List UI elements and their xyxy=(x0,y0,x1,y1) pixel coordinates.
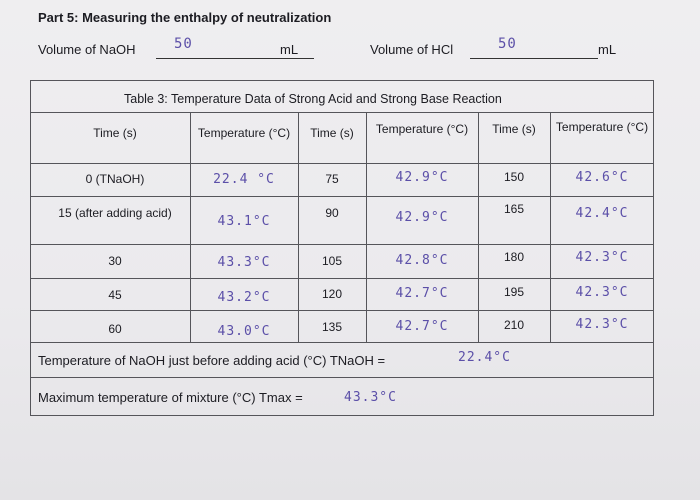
table-divider xyxy=(30,377,654,378)
table-divider xyxy=(30,163,654,164)
table-cell-time: 165 xyxy=(503,202,525,216)
table-cell-time: 75 xyxy=(325,172,339,186)
col-header-time-1: Time (s) xyxy=(93,126,137,140)
naoh-volume-field xyxy=(38,36,299,57)
col-header-temp-2: Temperature (°C) xyxy=(375,122,469,136)
table-divider xyxy=(30,342,654,343)
table-column-line xyxy=(366,112,367,342)
tmax-value: 43.3°C xyxy=(344,390,397,405)
table-cell-time: 135 xyxy=(321,320,343,334)
table-cell-temp: 42.7°C xyxy=(395,286,449,301)
table-cell-time: 180 xyxy=(503,250,525,264)
table-cell-time: 150 xyxy=(503,170,525,184)
table-cell-temp: 22.4 °C xyxy=(213,172,275,187)
table-divider xyxy=(30,196,654,197)
hcl-volume-unit: mL xyxy=(598,42,617,57)
table-cell-temp: 43.1°C xyxy=(217,214,271,229)
table-cell-temp: 42.3°C xyxy=(575,285,629,300)
tmax-label: Maximum temperature of mixture (°C) Tmax = xyxy=(38,390,303,405)
table-divider xyxy=(30,310,654,311)
table-column-line xyxy=(298,112,299,342)
table-cell-temp: 43.3°C xyxy=(217,255,271,270)
table-divider xyxy=(30,278,654,279)
naoh-volume-unit: mL xyxy=(280,42,299,57)
table-column-line xyxy=(550,112,551,342)
tnaoh-label: Temperature of NaOH just before adding acid (°C) TNaOH = xyxy=(38,353,386,368)
table-cell-temp: 42.4°C xyxy=(575,206,629,221)
table-cell-temp: 42.6°C xyxy=(575,170,629,185)
table-cell-time: 105 xyxy=(321,254,343,268)
table-cell-time: 15 (after adding acid) xyxy=(58,206,172,220)
table-cell-temp: 42.9°C xyxy=(395,170,449,185)
table-cell-time: 120 xyxy=(321,287,343,301)
col-header-time-3: Time (s) xyxy=(492,122,536,136)
table-cell-temp: 42.3°C xyxy=(575,317,629,332)
col-header-time-2: Time (s) xyxy=(310,126,354,140)
table-cell-temp: 42.8°C xyxy=(395,253,449,268)
table-cell-time: 60 xyxy=(108,322,122,336)
table-cell-time: 45 xyxy=(108,288,122,302)
table-cell-temp: 42.3°C xyxy=(575,250,629,265)
hcl-volume-value: 50 xyxy=(498,36,517,52)
table-caption: Table 3: Temperature Data of Strong Acid and Strong Base Reaction xyxy=(124,92,502,106)
table-cell-time: 195 xyxy=(503,285,525,299)
hcl-volume-label: Volume of HCl xyxy=(370,42,454,57)
table-cell-time: 0 (TNaOH) xyxy=(85,172,145,186)
tnaoh-value: 22.4°C xyxy=(458,350,511,365)
naoh-volume-line xyxy=(156,58,314,59)
page-title: Part 5: Measuring the enthalpy of neutralization xyxy=(38,10,332,25)
table-cell-temp: 42.7°C xyxy=(395,319,449,334)
table-cell-temp: 43.2°C xyxy=(217,290,271,305)
hcl-volume-line xyxy=(470,58,598,59)
table-cell-temp: 43.0°C xyxy=(217,324,271,339)
hcl-volume-field xyxy=(370,36,617,57)
table-cell-time: 90 xyxy=(325,206,339,220)
table-divider xyxy=(30,244,654,245)
table-divider xyxy=(30,112,654,113)
table-cell-temp: 42.9°C xyxy=(395,210,449,225)
naoh-volume-label: Volume of NaOH xyxy=(38,42,136,57)
table-column-line xyxy=(190,112,191,342)
table-cell-time: 210 xyxy=(503,318,525,332)
naoh-volume-value: 50 xyxy=(174,36,193,52)
table-column-line xyxy=(478,112,479,342)
col-header-temp-3: Temperature (°C) xyxy=(555,120,649,134)
table-cell-time: 30 xyxy=(108,254,122,268)
col-header-temp-1: Temperature (°C) xyxy=(197,126,291,140)
